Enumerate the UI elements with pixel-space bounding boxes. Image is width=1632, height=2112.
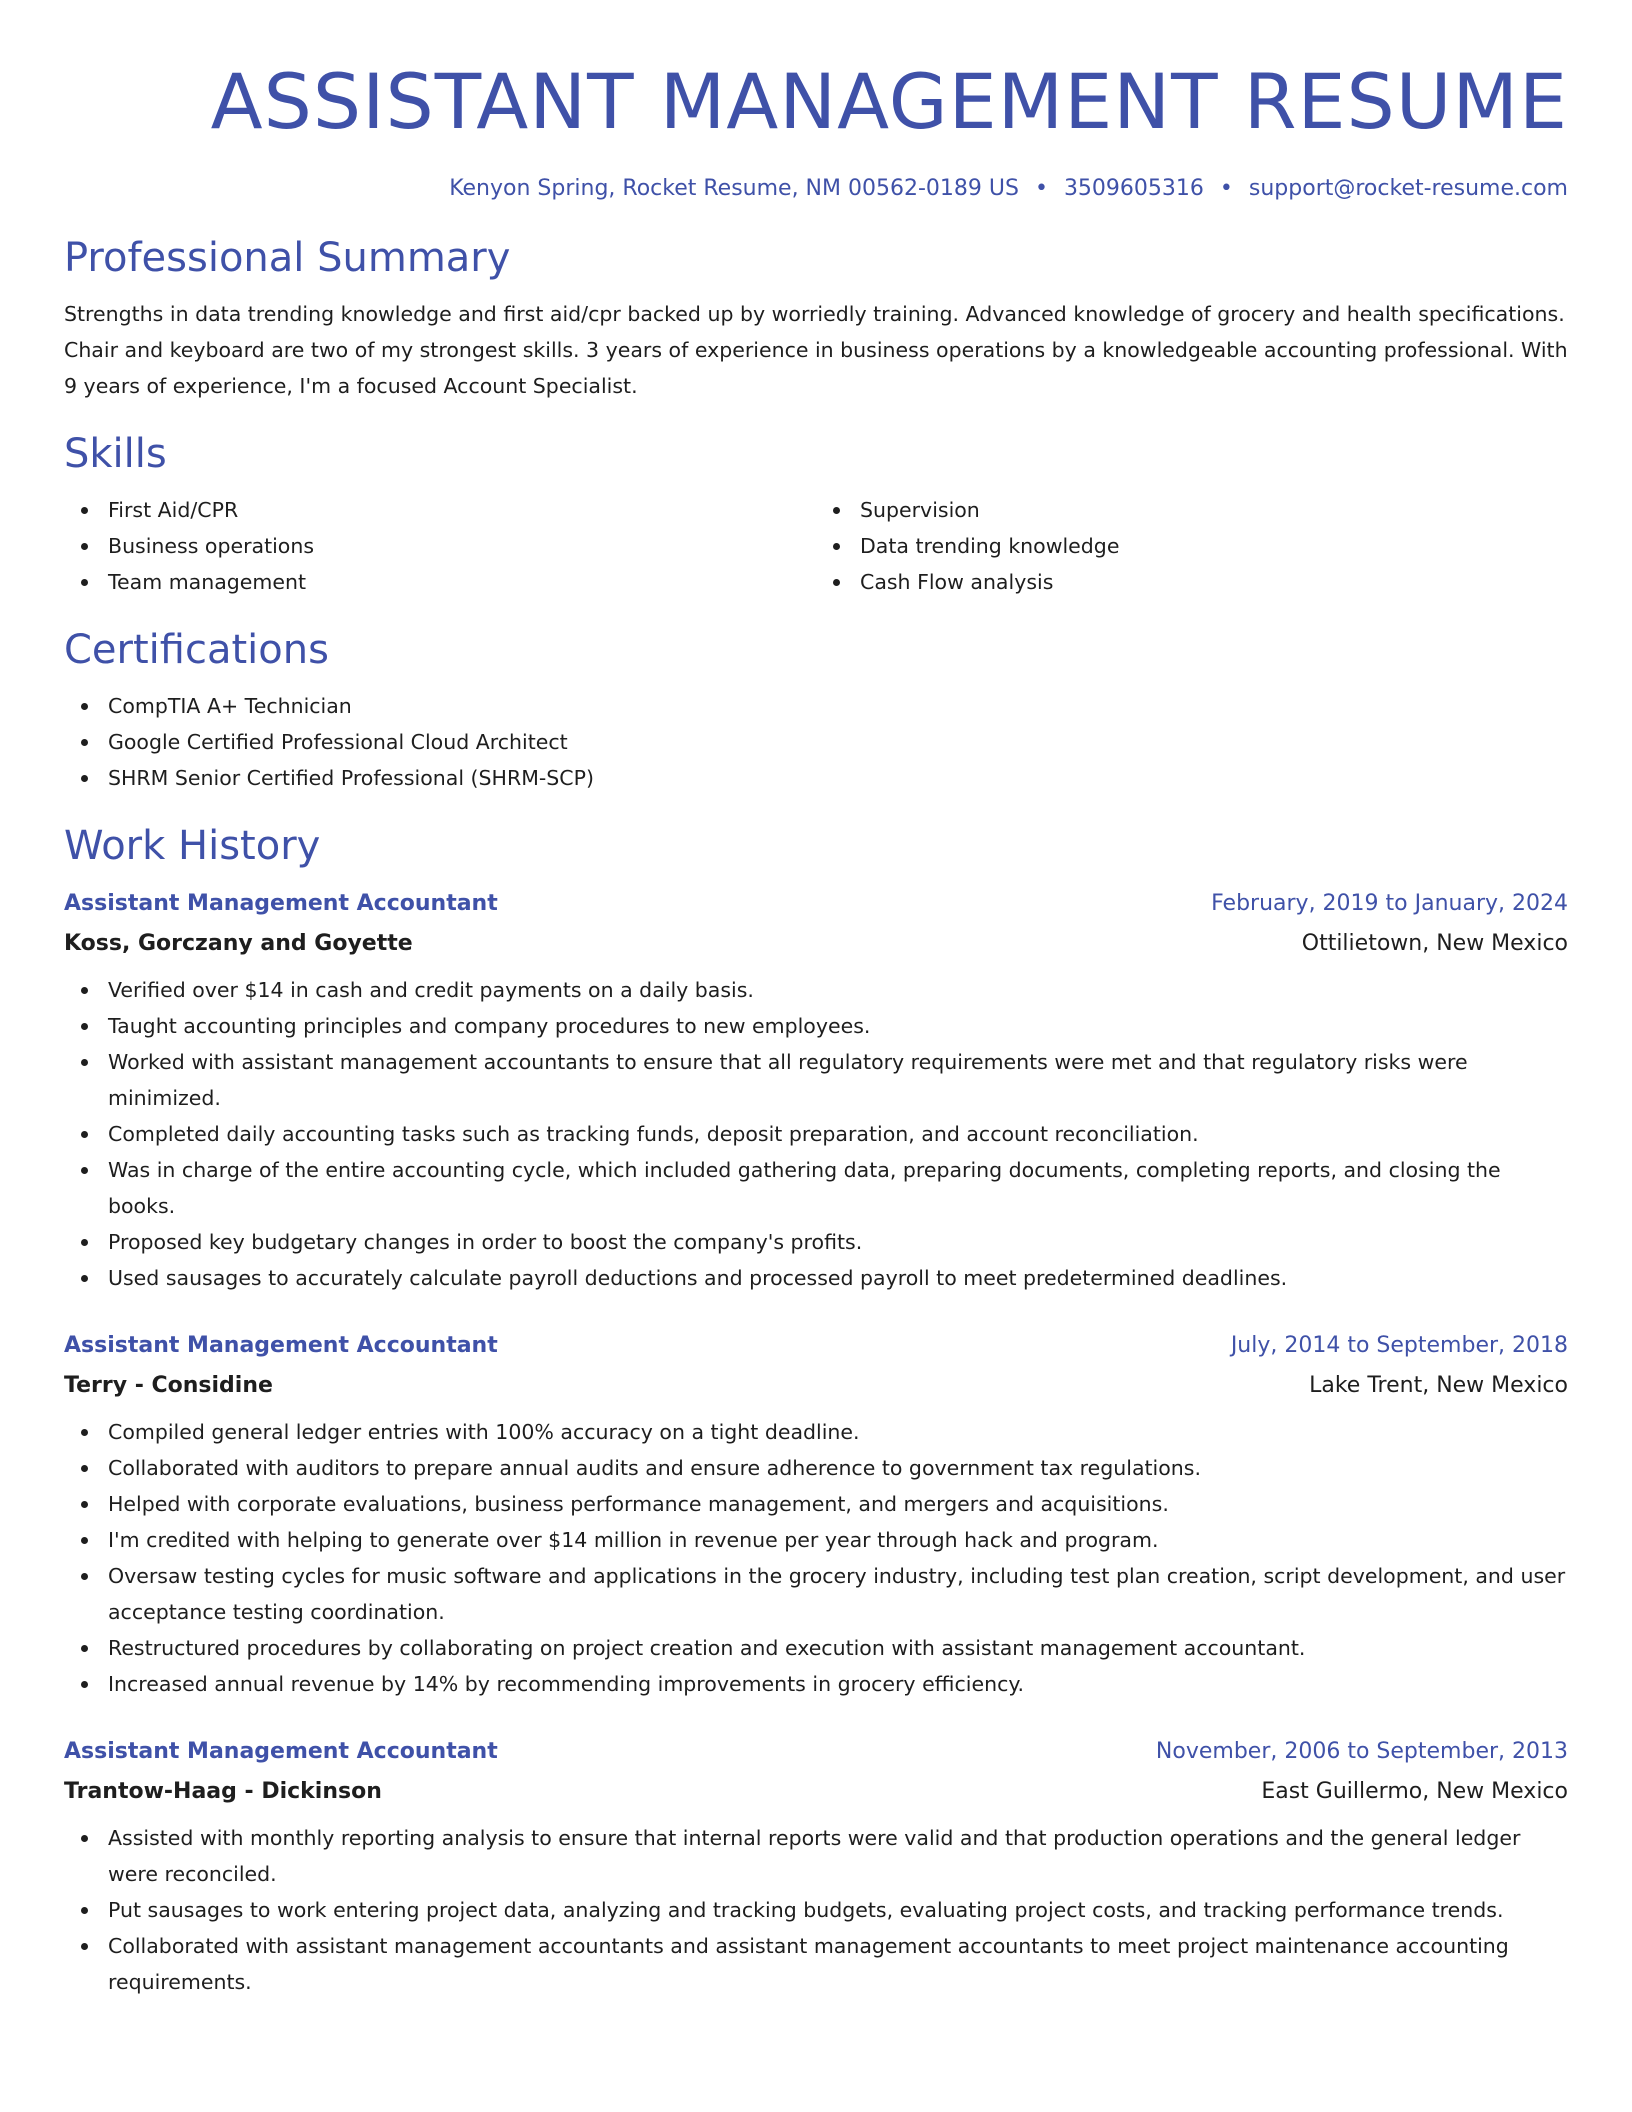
job-bullet: Taught accounting principles and company procedures to new employees. bbox=[64, 1008, 1568, 1044]
job-bullet: I'm credited with helping to generate over $14 million in revenue per year through hack and program. bbox=[64, 1522, 1568, 1558]
job-company-row bbox=[64, 1366, 1568, 1406]
job-bullet: Used sausages to accurately calculate payroll deductions and processed payroll to meet predetermined deadlines. bbox=[64, 1260, 1568, 1296]
job-title-row bbox=[64, 1326, 1568, 1366]
skills-list-right bbox=[816, 492, 1568, 600]
job-title-row bbox=[64, 884, 1568, 924]
resume-title: ASSISTANT MANAGEMENT RESUME bbox=[210, 57, 1568, 146]
job-entry bbox=[64, 1326, 1568, 1702]
job-bullet-list bbox=[64, 1820, 1568, 2000]
certification-item: Google Certified Professional Cloud Architect bbox=[64, 724, 1568, 760]
job-title-row bbox=[64, 1732, 1568, 1772]
skills-heading: Skills bbox=[64, 431, 167, 478]
job-bullet: Put sausages to work entering project data, analyzing and tracking budgets, evaluating project costs, and tracking performance trends. bbox=[64, 1892, 1568, 1928]
contact-phone: 3509605316 bbox=[1063, 176, 1204, 201]
skill-item: Team management bbox=[64, 564, 816, 600]
contact-address: Kenyon Spring, Rocket Resume, NM 00562-0189 US bbox=[449, 176, 1019, 201]
job-company: Trantow-Haag - Dickinson bbox=[64, 1779, 382, 1805]
job-location: East Guillermo, New Mexico bbox=[1261, 1779, 1568, 1805]
job-location: Lake Trent, New Mexico bbox=[1309, 1373, 1568, 1399]
certification-item: SHRM Senior Certified Professional (SHRM-SCP) bbox=[64, 760, 1568, 796]
job-dates: November, 2006 to September, 2013 bbox=[1155, 1739, 1568, 1765]
job-entry bbox=[64, 884, 1568, 1296]
job-bullet: Assisted with monthly reporting analysis to ensure that internal reports were valid and that production operations and the general ledger were reconciled. bbox=[64, 1820, 1568, 1892]
skills-grid bbox=[64, 492, 1568, 600]
job-bullet: Worked with assistant management accountants to ensure that all regulatory requirements were met and that regulatory risks were minimized. bbox=[64, 1044, 1568, 1116]
skill-item: Supervision bbox=[816, 492, 1568, 528]
job-company: Koss, Gorczany and Goyette bbox=[64, 931, 413, 957]
job-title: Assistant Management Accountant bbox=[64, 1739, 498, 1765]
job-bullet: Increased annual revenue by 14% by recommending improvements in grocery efficiency. bbox=[64, 1666, 1568, 1702]
job-bullet-list bbox=[64, 1414, 1568, 1702]
certifications-heading: Certifications bbox=[64, 627, 329, 674]
contact-separator: • bbox=[1034, 176, 1048, 201]
certifications-list bbox=[64, 688, 1568, 796]
job-bullet-list bbox=[64, 972, 1568, 1296]
skill-item: Data trending knowledge bbox=[816, 528, 1568, 564]
job-bullet: Compiled general ledger entries with 100% accuracy on a tight deadline. bbox=[64, 1414, 1568, 1450]
job-company-row bbox=[64, 924, 1568, 964]
job-entry bbox=[64, 1732, 1568, 2000]
job-bullet: Collaborated with auditors to prepare annual audits and ensure adherence to government tax regulations. bbox=[64, 1450, 1568, 1486]
job-company-row bbox=[64, 1772, 1568, 1812]
work-history-heading: Work History bbox=[64, 823, 321, 870]
skills-list-left bbox=[64, 492, 816, 600]
job-bullet: Restructured procedures by collaborating on project creation and execution with assistant management accountant. bbox=[64, 1630, 1568, 1666]
skill-item: Cash Flow analysis bbox=[816, 564, 1568, 600]
contact-line bbox=[64, 176, 1568, 202]
job-company: Terry - Considine bbox=[64, 1373, 273, 1399]
job-title: Assistant Management Accountant bbox=[64, 891, 498, 917]
job-bullet: Proposed key budgetary changes in order to boost the company's profits. bbox=[64, 1224, 1568, 1260]
job-bullet: Helped with corporate evaluations, business performance management, and mergers and acquisitions. bbox=[64, 1486, 1568, 1522]
skill-item: Business operations bbox=[64, 528, 816, 564]
job-bullet: Oversaw testing cycles for music software and applications in the grocery industry, including test plan creation, script development, and user acceptance testing coordination. bbox=[64, 1558, 1568, 1630]
job-bullet: Was in charge of the entire accounting cycle, which included gathering data, preparing documents, completing reports, and closing the books. bbox=[64, 1152, 1568, 1224]
certification-item: CompTIA A+ Technician bbox=[64, 688, 1568, 724]
job-bullet: Completed daily accounting tasks such as tracking funds, deposit preparation, and account reconciliation. bbox=[64, 1116, 1568, 1152]
job-dates: February, 2019 to January, 2024 bbox=[1211, 891, 1568, 917]
job-bullet: Collaborated with assistant management accountants and assistant management accountants to meet project maintenance accounting requirements. bbox=[64, 1928, 1568, 2000]
job-dates: July, 2014 to September, 2018 bbox=[1230, 1333, 1568, 1359]
job-title: Assistant Management Accountant bbox=[64, 1333, 498, 1359]
summary-heading: Professional Summary bbox=[64, 235, 511, 282]
job-location: Ottilietown, New Mexico bbox=[1301, 931, 1568, 957]
skill-item: First Aid/CPR bbox=[64, 492, 816, 528]
job-bullet: Verified over $14 in cash and credit payments on a daily basis. bbox=[64, 972, 1568, 1008]
contact-email: support@rocket-resume.com bbox=[1248, 176, 1568, 201]
contact-separator: • bbox=[1219, 176, 1233, 201]
summary-text: Strengths in data trending knowledge and first aid/cpr backed up by worriedly training. Advanced knowledge of grocery and health specifications. Chair and keyboard are two of my strongest skills. 3 years of experience in business operations by a knowledgeable accounting professional. With 9 years of experience, I'm a focused Account Specialist. bbox=[64, 302, 1568, 399]
